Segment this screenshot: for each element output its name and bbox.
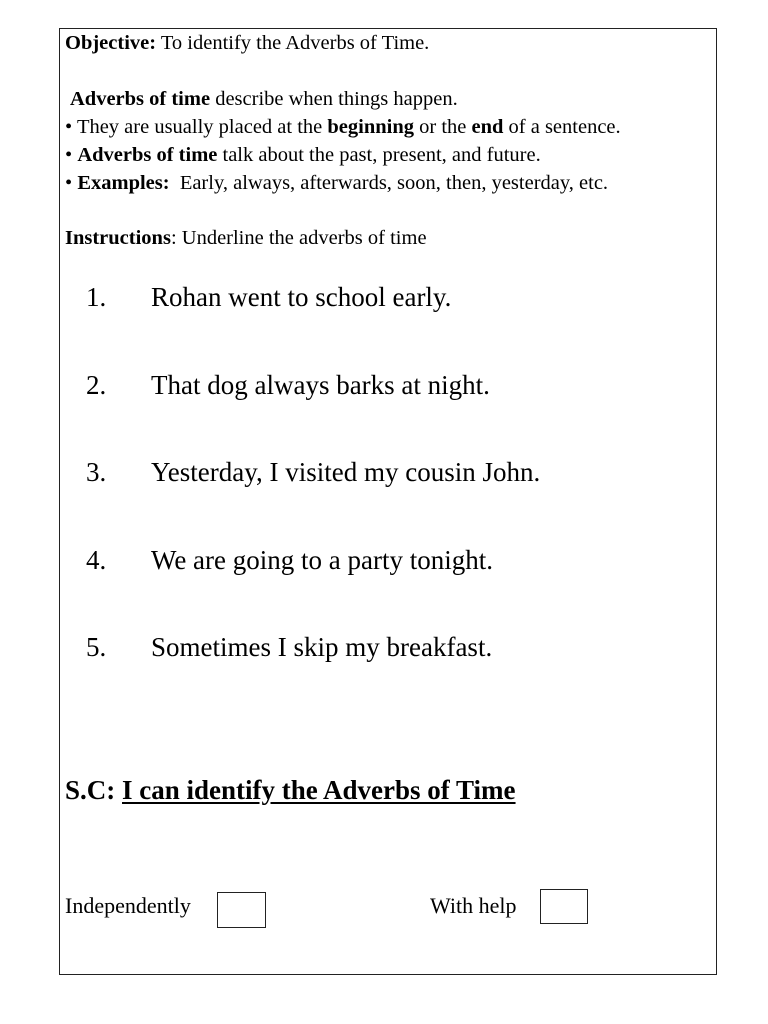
question-sentence[interactable]: That dog always barks at night. [151,370,490,400]
bullet-placement [65,115,621,139]
question-sentence[interactable]: Yesterday, I visited my cousin John. [151,457,541,487]
objective-text: To identify the Adverbs of Time. [156,32,430,54]
success-criteria-statement: I can identify the Adverbs of Time [122,775,516,805]
objective-label: Objective: [65,32,157,54]
instructions-line [65,226,427,250]
bullet-bold: end [471,116,504,138]
intro-text: describe when things happen. [210,88,458,110]
bullet-bold: Examples: [77,172,170,194]
objective-line [65,31,429,55]
instructions-label: Instructions [65,227,171,249]
bullet-text: talk about the past, present, and future. [217,144,541,166]
independently-label: Independently [65,893,191,918]
instructions-text: : Underline the adverbs of time [170,227,427,249]
bullet-text: of a sentence. [503,116,621,138]
with-help-label: With help [430,893,517,918]
bullet-bold: Adverbs of time [77,144,218,166]
independently-checkbox[interactable] [217,892,266,928]
bullet-text: They are usually placed at the [76,116,328,138]
bullet-text: or the [414,116,472,138]
bullet-tenses [65,143,541,167]
question-sentence[interactable]: We are going to a party tonight. [151,545,493,575]
bullet-marker: • [65,116,77,138]
bullet-bold: beginning [327,116,414,138]
intro-line [70,87,458,111]
question-number: 3. [86,457,107,487]
bullet-examples [65,171,608,195]
question-sentence[interactable]: Sometimes I skip my breakfast. [151,632,493,662]
question-number: 4. [86,545,107,575]
intro-bold: Adverbs of time [70,88,211,110]
bullet-marker: • [65,172,78,194]
question-sentence[interactable]: Rohan went to school early. [151,282,452,312]
question-number: 5. [86,632,107,662]
success-criteria-label: S.C: [65,775,123,805]
with-help-checkbox[interactable] [540,889,588,924]
bullet-marker: • [65,144,78,166]
bullet-text: Early, always, afterwards, soon, then, yesterday, etc. [169,172,609,194]
question-number: 2. [86,370,107,400]
question-number: 1. [86,282,107,312]
success-criteria [65,774,516,806]
